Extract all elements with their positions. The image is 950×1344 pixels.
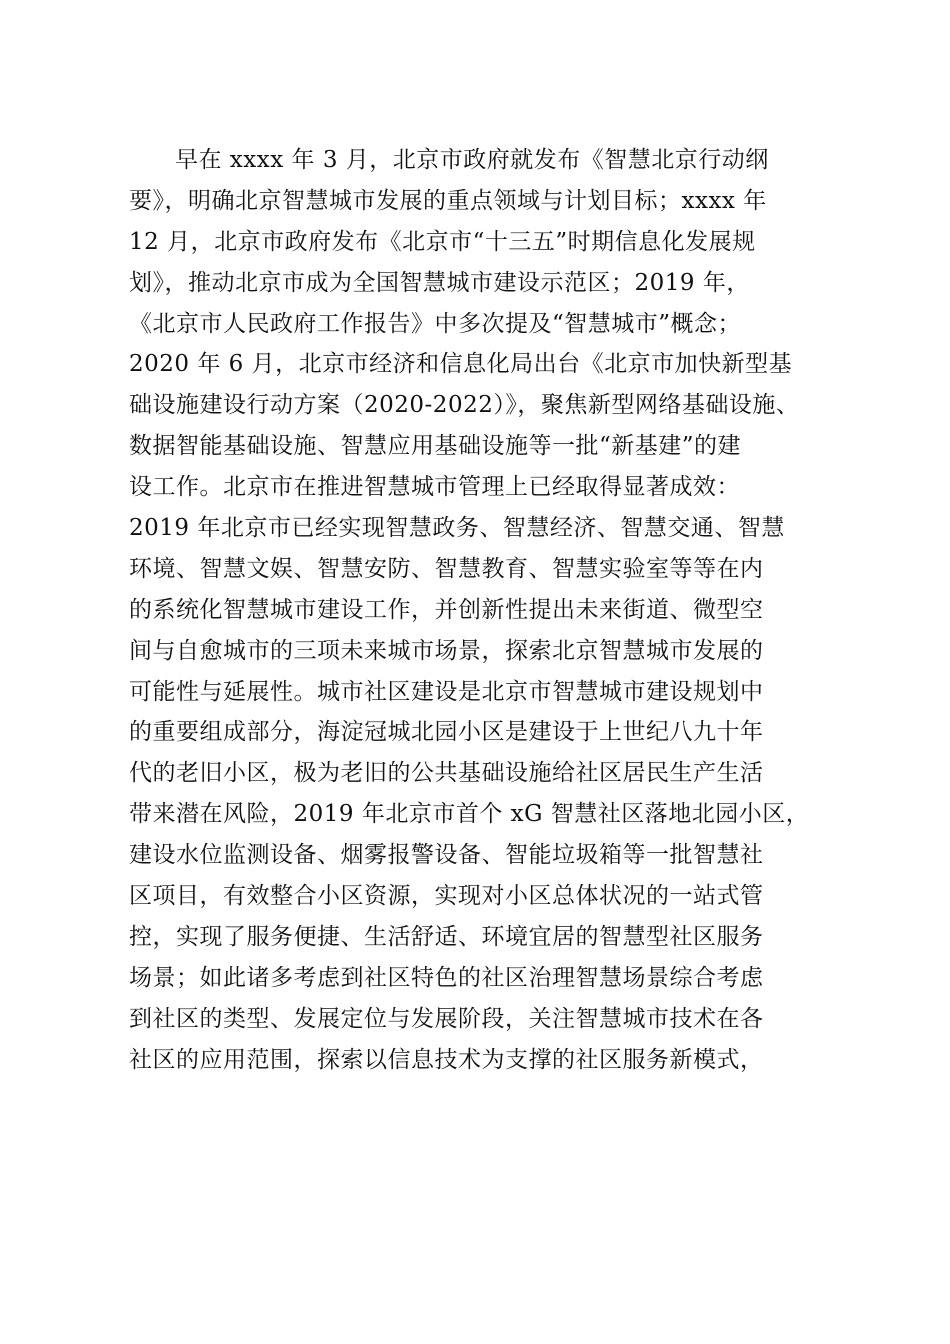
paragraph-line: 带来潜在风险，2019 年北京市首个 xG 智慧社区落地北园小区， (129, 801, 810, 828)
paragraph-line: 到社区的类型、发展定位与发展阶段，关注智慧城市技术在各 (129, 1005, 764, 1032)
paragraph-line: 划》，推动北京市成为全国智慧城市建设示范区；2019 年， (129, 269, 750, 296)
body-paragraph (129, 140, 829, 1080)
paragraph-line: 设工作。北京市在推进智慧城市管理上已经取得显著成效： (129, 474, 740, 501)
paragraph-line: 环境、智慧文娱、智慧安防、智慧教育、智慧实验室等等在内 (129, 555, 764, 582)
paragraph-line: 2020 年 6 月，北京市经济和信息化局出台《北京市加快新型基 (129, 351, 793, 378)
paragraph-line: 社区的应用范围，探索以信息技术为支撑的社区服务新模式， (129, 1046, 764, 1073)
paragraph-line: 可能性与延展性。城市社区建设是北京市智慧城市建设规划中 (129, 678, 764, 705)
paragraph-line: 间与自愈城市的三项未来城市场景，探索北京智慧城市发展的 (129, 637, 764, 664)
paragraph-line: 场景；如此诸多考虑到社区特色的社区治理智慧场景综合考虑 (129, 964, 764, 991)
paragraph-line: 控，实现了服务便捷、生活舒适、环境宜居的智慧型社区服务 (129, 923, 764, 950)
paragraph-line: 《北京市人民政府工作报告》中多次提及“智慧城市”概念； (129, 310, 742, 337)
paragraph-line: 的重要组成部分，海淀冠城北园小区是建设于上世纪八九十年 (129, 719, 764, 746)
paragraph-line: 12 月，北京市政府发布《北京市“十三五”时期信息化发展规 (129, 228, 756, 255)
paragraph-line: 早在 xxxx 年 3 月，北京市政府就发布《智慧北京行动纲 (175, 147, 769, 173)
paragraph-line: 2019 年北京市已经实现智慧政务、智慧经济、智慧交通、智慧 (129, 515, 785, 542)
paragraph-line: 数据智能基础设施、智慧应用基础设施等一批“新基建”的建 (129, 433, 742, 460)
paragraph-line: 区项目，有效整合小区资源，实现对小区总体状况的一站式管 (129, 883, 764, 910)
paragraph-line: 要》，明确北京智慧城市发展的重点领域与计划目标；xxxx 年 (129, 187, 767, 214)
paragraph-line: 建设水位监测设备、烟雾报警设备、智能垃圾箱等一批智慧社 (129, 842, 764, 869)
paragraph-line: 础设施建设行动方案（2020-2022）》，聚焦新型网络基础设施、 (129, 392, 800, 419)
paragraph-line: 的系统化智慧城市建设工作，并创新性提出未来街道、微型空 (129, 596, 764, 623)
paragraph-line: 代的老旧小区，极为老旧的公共基础设施给社区居民生产生活 (129, 760, 764, 787)
